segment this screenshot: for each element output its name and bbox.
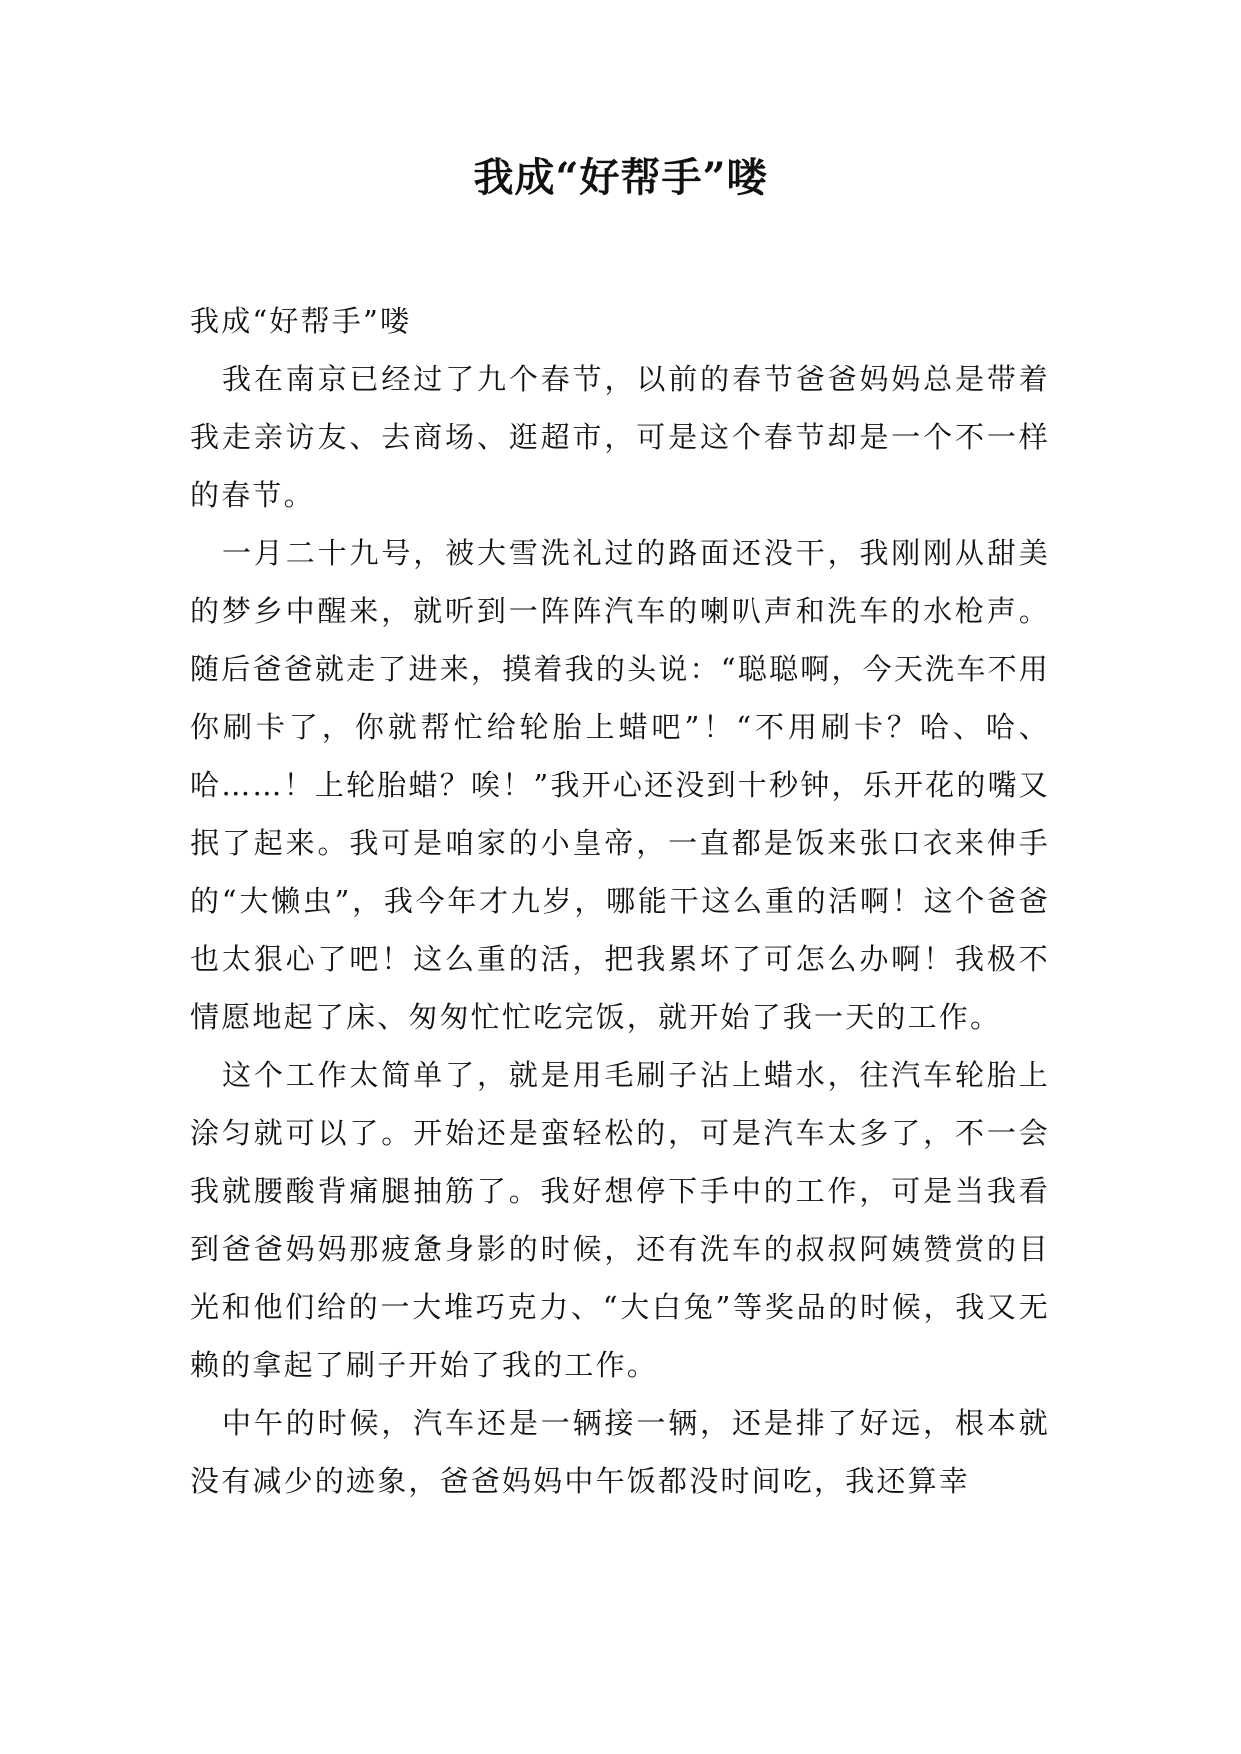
paragraph-4: 中午的时候，汽车还是一辆接一辆，还是排了好远，根本就没有减少的迹象，爸爸妈妈中午饭都没时间吃，我还算幸 xyxy=(190,1406,1050,1498)
paragraph-3: 这个工作太简单了，就是用毛刷子沾上蜡水，往汽车轮胎上涂匀就可以了。开始还是蛮轻松的，可是汽车太多了，不一会我就腰酸背痛腿抽筋了。我好想停下手中的工作，可是当我看到爸爸妈妈那疲惫身影的时候，还有洗车的叔叔阿姨赞赏的目光和他们给的一大堆巧克力、“大白兔”等奖品的时候，我又无赖的拿起了刷子开始了我的工作。 xyxy=(190,1058,1050,1382)
paragraph-1: 我在南京已经过了九个春节，以前的春节爸爸妈妈总是带着我走亲访友、去商场、逛超市，可是这个春节却是一个不一样的春节。 xyxy=(190,362,1050,512)
paragraph-2: 一月二十九号，被大雪洗礼过的路面还没干，我刚刚从甜美的梦乡中醒来，就听到一阵阵汽车的喇叭声和洗车的水枪声。随后爸爸就走了进来，摸着我的头说：“聪聪啊，今天洗车不用你刷卡了，你就帮忙给轮胎上蜡吧”！“不用刷卡？哈、哈、哈……！上轮胎蜡？唉！”我开心还没到十秒钟，乐开花的嘴又抿了起来。我可是咱家的小皇帝，一直都是饭来张口衣来伸手的“大懒虫”，我今年才九岁，哪能干这么重的活啊！这个爸爸也太狠心了吧！这么重的活，把我累坏了可怎么办啊！我极不情愿地起了床、匆匆忙忙吃完饭，就开始了我一天的工作。 xyxy=(190,536,1050,1034)
document-body xyxy=(190,292,1050,1510)
document-title: 我成“好帮手”喽 xyxy=(473,154,768,201)
document-subtitle: 我成“好帮手”喽 xyxy=(190,304,412,338)
